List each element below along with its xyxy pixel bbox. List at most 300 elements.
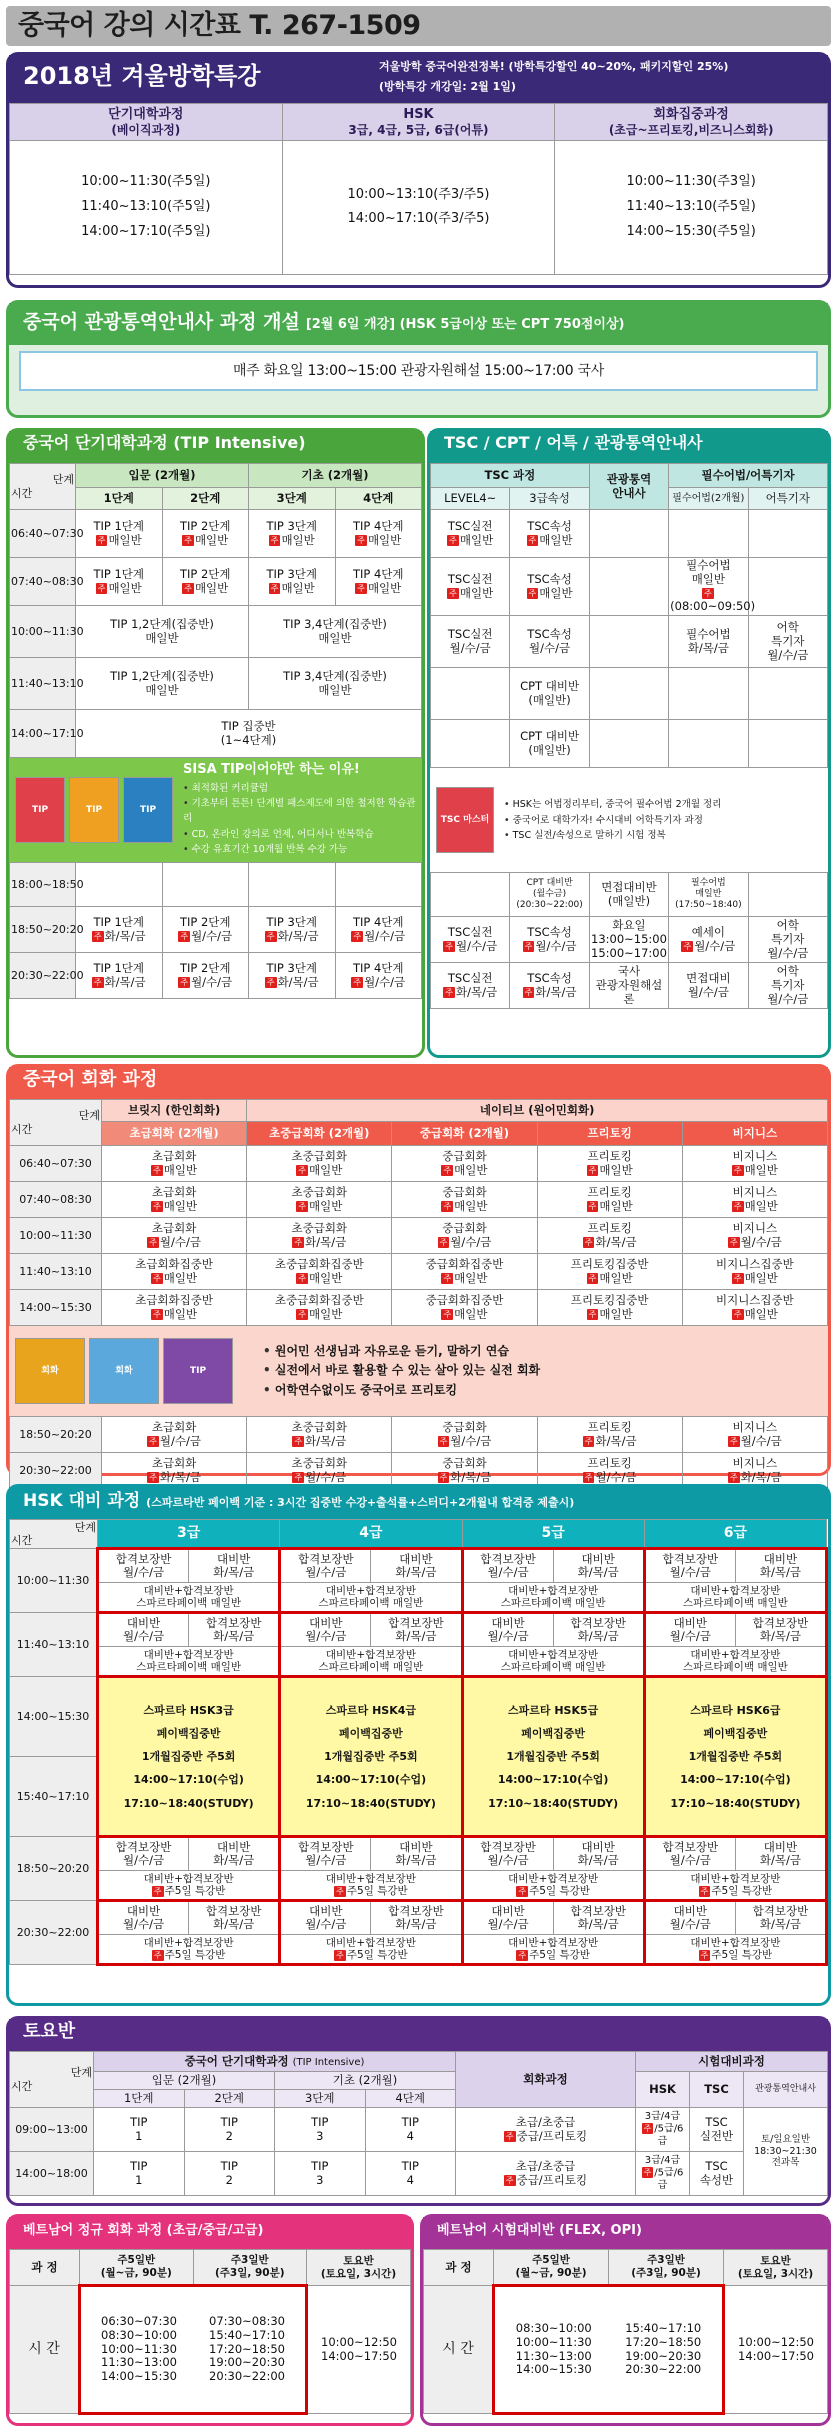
tip-cell: TIP 1단계 주 매일반 [76, 558, 163, 606]
promo-item: • 기초부터 튼튼! 단계별 패스제도에 의한 철저한 학습관리 [183, 796, 416, 826]
winter-times: 10:00~11:30(주5일) 11:40~13:10(주5일) 14:00~17:10(주5일) [10, 140, 283, 274]
week-badge: 주 [700, 1950, 709, 1960]
talk-cell: 중급회화 주 매일반 [392, 1146, 537, 1182]
tour-title: 중국어 관광통역안내사 과정 개설 [23, 311, 300, 333]
winter-note2: (방학특강 개강일: 2월 1일) [379, 80, 516, 93]
tip-promo-list [183, 781, 416, 857]
hsk-cell: 대비반 월/수/금 [280, 1901, 371, 1935]
week-badge: 주 [524, 987, 533, 997]
hsk-cell: 대비반 월/수/금 [644, 1901, 735, 1935]
tsc-cell: TSC실전 월/수/금 [431, 616, 510, 668]
hsk-cell: 대비반 월/수/금 [98, 1901, 189, 1935]
hsk-cell: 합격보장반 월/수/금 [98, 1837, 189, 1871]
week-badge: 주 [449, 535, 457, 545]
hsk-cell: 대비반+합격보장반 주 주5일 특강반 [462, 1935, 644, 1965]
talk-header: 중국어 회화 과정 [9, 1067, 828, 1099]
time-label: 11:40~13:10 [10, 658, 76, 710]
tsc-cell: CPT 대비반 (월수금) (20:30~22:00) [510, 873, 589, 917]
week-badge: 주 [294, 1237, 303, 1247]
week-badge: 주 [449, 588, 457, 598]
hsk-cell: 대비반+합격보장반 스파르타페이백 매일반 [462, 1583, 644, 1613]
must-head: 필수어법/어특기자 [669, 464, 828, 488]
week-badge: 주 [97, 535, 106, 545]
hsk-cell: 대비반 화/목/금 [735, 1549, 826, 1583]
tip-step-head: 3단계 [249, 488, 336, 510]
tsc-cell: 국사 관광자원해설론 [589, 963, 668, 1009]
hsk-cell: 대비반 화/목/금 [189, 1837, 280, 1871]
week-badge: 주 [357, 583, 365, 593]
tip-section [6, 428, 425, 1058]
vn-sat-times: 10:00~12:50 14:00~17:50 [724, 2286, 828, 2414]
week-badge: 주 [445, 987, 454, 997]
time-label: 18:00~18:50 [10, 863, 76, 907]
week-badge: 주 [643, 2124, 652, 2134]
week-badge: 주 [683, 941, 692, 951]
page-title: 중국어 강의 시간표 T. 267-1509 [6, 6, 831, 46]
week-badge: 주 [528, 535, 537, 545]
sat-exam-head: 시험대비과정 [636, 2052, 828, 2072]
tip-step-head: 2단계 [162, 488, 249, 510]
vn-time: 06:30~07:30 [101, 2314, 177, 2328]
hsk-cell: 대비반 화/목/금 [735, 1837, 826, 1871]
hsk-cell: 대비반+합격보장반 주 주5일 특강반 [644, 1871, 826, 1901]
vn-time: 15:40~17:10 [625, 2320, 702, 2335]
hsk-level-head: 5급 [462, 1520, 644, 1549]
hsk-cell: 대비반+합격보장반 주 주5일 특강반 [462, 1871, 644, 1901]
tip-cell: TIP 3단계 주 화/목/금 [249, 953, 336, 999]
sat-header: 토요반 [9, 2019, 828, 2051]
week-badge: 주 [518, 1950, 527, 1960]
talk-cell: 비지니스집중반 주 매일반 [682, 1290, 827, 1326]
sat-tip-cell: TIP 3 [275, 2152, 366, 2196]
week-badge: 주 [180, 931, 189, 941]
hsk-cell: 합격보장반 화/목/금 [189, 1901, 280, 1935]
vn1-section [6, 2214, 414, 2426]
promo-item: • 중국어로 대학가자! 수시대비 어학특기자 과정 [504, 813, 721, 828]
vn2-header: 베트남어 시험대비반 (FLEX, OPI) [423, 2217, 828, 2249]
vn2-section [420, 2214, 831, 2426]
talk-cell: 초급회화집중반 주 매일반 [102, 1290, 247, 1326]
vn-time: 08:30~10:00 [515, 2320, 592, 2335]
tip-table [9, 463, 422, 758]
winter-col-head: 단기대학과정 (베이직과정) [10, 104, 283, 141]
tsc-promo-list [504, 797, 721, 843]
tip-cell: TIP 3단계 주 매일반 [249, 510, 336, 558]
hsk-cell: 대비반+합격보장반 스파르타페이백 매일반 [280, 1647, 462, 1677]
hsk-cell: 대비반 화/목/금 [189, 1549, 280, 1583]
winter-times: 10:00~13:10(주3/주5) 14:00~17:10(주3/주5) [282, 140, 555, 274]
week-badge: 주 [700, 1886, 709, 1896]
week-badge: 주 [184, 583, 192, 593]
time-label: 06:40~07:30 [10, 1146, 102, 1182]
week-badge: 주 [266, 977, 275, 987]
hsk-cell: 대비반+합격보장반 주 주5일 특강반 [98, 1935, 280, 1965]
week-badge: 주 [336, 1886, 344, 1896]
vn-time-head: 시 간 [424, 2286, 494, 2414]
hsk-cell: 대비반+합격보장반 스파르타페이백 매일반 [280, 1583, 462, 1613]
talk-cell: 초급회화집중반 주 매일반 [102, 1254, 247, 1290]
tsc-cell: TSC실전 주 월/수/금 [431, 917, 510, 963]
sat-tsc-cell: TSC 속성반 [690, 2152, 744, 2196]
talk-cell: 비지니스 주 월/수/금 [682, 1218, 827, 1254]
hsk-cell: 합격보장반 화/목/금 [735, 1613, 826, 1647]
talk-books [15, 1338, 233, 1404]
time-label: 10:00~11:30 [10, 606, 76, 658]
tour-body: 매주 화요일 13:00~15:00 관광자원해설 15:00~17:00 국사 [19, 351, 818, 391]
vn-time: 14:00~15:30 [515, 2362, 592, 2377]
hsk-cell: 합격보장반 화/목/금 [735, 1901, 826, 1935]
time-label: 20:30~22:00 [10, 1453, 102, 1489]
time-label: 18:50~20:20 [10, 1417, 102, 1453]
talk-table-bottom [9, 1416, 828, 1489]
vn2-table [423, 2249, 828, 2415]
vn-weekday-times [80, 2286, 307, 2414]
hsk-cell: 합격보장반 화/목/금 [371, 1613, 462, 1647]
tsc-subhead: 필수어법(2개월) [669, 488, 748, 510]
sparta-cell: 스파르타 HSK3급 페이백집중반 1개월집중반 주5회 14:00~17:10(수업) 17:10~18:40(STUDY) [98, 1677, 280, 1837]
vn-time: 15:40~17:10 [209, 2327, 285, 2342]
tour-section [6, 300, 831, 418]
sat-tsc-cell: TSC 실전반 [690, 2108, 744, 2152]
tsc-cell: 필수어법 화/목/금 [669, 616, 748, 668]
hsk-cell: 대비반 화/목/금 [371, 1549, 462, 1583]
week-badge: 주 [439, 1237, 448, 1247]
vn-time: 19:00~20:30 [209, 2355, 285, 2370]
hsk-cell: 합격보장반 월/수/금 [462, 1549, 553, 1583]
talk-cell: 프리토킹 주 월/수/금 [537, 1453, 682, 1489]
tip-books [15, 777, 173, 843]
time-label: 18:50~20:20 [10, 907, 76, 953]
vn-col-head: 토요반 (토요일, 3시간) [307, 2250, 411, 2286]
week-badge: 주 [153, 1886, 162, 1896]
hsk-cell: 대비반+합격보장반 스파르타페이백 매일반 [462, 1647, 644, 1677]
sat-tip-cell: TIP 1 [94, 2108, 185, 2152]
hsk-sub: (스파르타반 페이백 기준 : 3시간 집중반 수강+출석률+스터디+2개월내 합격증 제출시) [146, 1496, 575, 1509]
tsc-header: TSC / CPT / 어특 / 관광통역안내사 [430, 431, 828, 463]
empty-cell [669, 510, 748, 558]
talk-promo [9, 1326, 828, 1416]
time-label: 14:00~17:10 [10, 710, 76, 758]
time-label: 14:00~15:30 [10, 1290, 102, 1326]
week-badge: 주 [729, 1436, 738, 1446]
tsc-cell: 화요일 13:00~15:00 15:00~17:00 [589, 917, 668, 963]
talk-cell: 초중급회화집중반 주 매일반 [247, 1254, 392, 1290]
time-label: 11:40~13:10 [10, 1254, 102, 1290]
tip-cell: TIP 집중반 (1~4단계) [76, 710, 422, 758]
talk-table [9, 1099, 828, 1326]
vn-time: 20:30~22:00 [209, 2369, 285, 2384]
week-badge: 주 [733, 1273, 742, 1283]
week-badge: 주 [353, 931, 362, 941]
talk-cell: 중급회화 주 월/수/금 [392, 1218, 537, 1254]
talk-cell: 초급회화 주 매일반 [102, 1146, 247, 1182]
tsc-cell: 필수어법 매일반 (17:50~18:40) [669, 873, 748, 917]
sat-step-head: 4단계 [365, 2090, 456, 2108]
talk-cell: 비지니스 주 월/수/금 [682, 1417, 827, 1453]
talk-col-head: 비지니스 [682, 1122, 827, 1146]
talk-cell: 프리토킹 주 매일반 [537, 1146, 682, 1182]
vn-col-head: 주5일반 (월~금, 90분) [80, 2250, 194, 2286]
hsk-cell: 대비반+합격보장반 스파르타페이백 매일반 [98, 1647, 280, 1677]
vn-time: 14:00~15:30 [101, 2369, 177, 2384]
hsk-cell: 대비반 월/수/금 [462, 1901, 553, 1935]
hsk-corner: 단계 시간 [11, 1521, 96, 1548]
talk-cell: 중급회화 주 화/목/금 [392, 1453, 537, 1489]
sat-hsk-cell: 3급/4급 주 /5급/6급 [636, 2152, 690, 2196]
tsc-cell: 어학 특기자 월/수/금 [748, 963, 827, 1009]
tip-cell: TIP 4단계 주 월/수/금 [335, 907, 422, 953]
talk-col-head: 초중급회화 (2개월) [247, 1122, 392, 1146]
talk-cell: 프리토킹 주 매일반 [537, 1182, 682, 1218]
hsk-title: HSK 대비 과정 [23, 1491, 141, 1511]
time-label: 06:40~07:30 [10, 510, 76, 558]
week-badge: 주 [149, 1436, 157, 1446]
tip-cell: TIP 3,4단계(집중반) 매일반 [249, 658, 422, 710]
talk-cell: 초급회화 주 매일반 [102, 1182, 247, 1218]
promo-item: • 원어민 선생님과 자유로운 듣기, 말하기 연습 [263, 1342, 540, 1361]
vn-col-head: 토요반 (토요일, 3시간) [724, 2250, 828, 2286]
time-label: 11:40~13:10 [10, 1613, 98, 1677]
time-label: 10:00~11:30 [10, 1218, 102, 1254]
promo-item: • HSK는 어법정리부터, 중국어 필수어법 2개월 정리 [504, 797, 721, 812]
vn-course-head: 과 정 [424, 2250, 494, 2286]
week-badge: 주 [643, 2168, 652, 2178]
week-badge: 주 [270, 535, 279, 545]
sat-tsc-head: TSC [690, 2072, 744, 2108]
tour-head: 관광통역 안내사 [589, 464, 668, 510]
week-badge: 주 [149, 1237, 157, 1247]
hsk-cell: 합격보장반 월/수/금 [280, 1549, 371, 1583]
hsk-level-head: 3급 [98, 1520, 280, 1549]
talk-cell: 프리토킹 주 화/목/금 [537, 1218, 682, 1254]
vn-time: 19:00~20:30 [625, 2348, 702, 2363]
tip-cell: TIP 1단계 주 화/목/금 [76, 953, 163, 999]
time-label: 14:00~18:00 [10, 2152, 94, 2196]
week-badge: 주 [149, 1472, 157, 1482]
vn-col-head: 주3일반 (주3일, 90분) [609, 2250, 724, 2286]
week-badge: 주 [518, 1886, 527, 1896]
empty-cell [589, 510, 668, 558]
vn-time: 07:30~08:30 [209, 2314, 285, 2328]
hsk-cell: 합격보장반 화/목/금 [189, 1613, 280, 1647]
talk-cell: 초중급회화 주 월/수/금 [247, 1453, 392, 1489]
winter-col-head: 회화집중과정 (초급~프리토킹,비즈니스회화) [555, 104, 828, 141]
hsk-cell: 대비반 월/수/금 [280, 1613, 371, 1647]
talk-col-head: 프리토킹 [537, 1122, 682, 1146]
book-image: 회화 [89, 1338, 159, 1404]
talk-cell: 프리토킹집중반 주 매일반 [537, 1254, 682, 1290]
tip-basic-head: 기초 (2개월) [249, 464, 422, 488]
week-badge: 주 [266, 931, 275, 941]
week-badge: 주 [505, 2131, 514, 2141]
vn1-header: 베트남어 정규 회화 과정 (초급/중급/고급) [9, 2217, 411, 2249]
tip-cell: TIP 4단계 주 매일반 [335, 558, 422, 606]
talk-corner: 단계 시간 [10, 1100, 102, 1146]
hsk-header [9, 1487, 828, 1519]
tour-header [9, 303, 828, 345]
tip-cell: TIP 1단계 주 화/목/금 [76, 907, 163, 953]
tsc-cell: CPT 대비반 (매일반) [510, 668, 589, 720]
book-image: TIP [163, 1338, 233, 1404]
sat-tip-head: 중국어 단기대학과정 (TIP Intensive) [94, 2052, 456, 2072]
tsc-cell: TSC속성 주 월/수/금 [510, 917, 589, 963]
winter-note1: 겨울방학 중국어완전정복! (방학특강할인 40~20%, 패키지할인 25%) [379, 60, 729, 73]
vn-time: 17:20~18:50 [209, 2341, 285, 2356]
tip-step-head: 4단계 [335, 488, 422, 510]
winter-col-head: HSK 3급, 4급, 5급, 6급(어튜) [282, 104, 555, 141]
sat-talk-cell: 초급/초중급 주 중급/프리토킹 [456, 2108, 636, 2152]
talk-cell: 비지니스집중반 주 매일반 [682, 1254, 827, 1290]
week-badge: 주 [443, 1201, 452, 1211]
book-image: 회화 [15, 1338, 85, 1404]
talk-cell: 초중급회화 주 화/목/금 [247, 1417, 392, 1453]
vn-time: 08:30~10:00 [101, 2327, 177, 2342]
tsc-cell: 면접대비 월/수/금 [669, 963, 748, 1009]
sat-tip-cell: TIP 4 [365, 2108, 456, 2152]
time-label: 18:50~20:20 [10, 1837, 98, 1901]
talk-cell: 중급회화 주 매일반 [392, 1182, 537, 1218]
hsk-cell: 합격보장반 월/수/금 [644, 1549, 735, 1583]
sat-tip-cell: TIP 1 [94, 2152, 185, 2196]
tsc-subhead: 어특기자 [748, 488, 827, 510]
empty-cell [748, 558, 827, 616]
tsc-head: TSC 과정 [431, 464, 590, 488]
week-badge: 주 [524, 941, 533, 951]
tip-cell: TIP 3단계 주 화/목/금 [249, 907, 336, 953]
sparta-cell: 스파르타 HSK5급 페이백집중반 1개월집중반 주5회 14:00~17:10(수업) 17:10~18:40(STUDY) [462, 1677, 644, 1837]
sat-tip-cell: TIP 2 [184, 2152, 275, 2196]
tip-step-head: 1단계 [76, 488, 163, 510]
winter-header [9, 55, 828, 103]
talk-group-head: 브릿지 (한인회화) [102, 1100, 247, 1122]
hsk-section [6, 1484, 831, 2006]
talk-cell: 중급회화집중반 주 매일반 [392, 1290, 537, 1326]
week-badge: 주 [153, 1273, 161, 1283]
sat-table [9, 2051, 828, 2196]
tour-sub: [2월 6일 개강] (HSK 5급이상 또는 CPT 750점이상) [305, 317, 625, 332]
book-image: TSC 마스터 [436, 787, 494, 853]
week-badge: 주 [153, 1165, 161, 1175]
sat-tour-head: 관광통역안내사 [744, 2072, 828, 2108]
week-badge: 주 [443, 1165, 452, 1175]
hsk-cell: 대비반+합격보장반 스파르타페이백 매일반 [98, 1583, 280, 1613]
week-badge: 주 [270, 583, 279, 593]
tsc-cell: TSC속성 월/수/금 [510, 616, 589, 668]
week-badge: 주 [180, 977, 189, 987]
week-badge: 주 [729, 1237, 738, 1247]
tip-cell: TIP 3,4단계(집중반) 매일반 [249, 606, 422, 658]
book-image: TIP [15, 777, 65, 843]
time-label: 09:00~13:00 [10, 2108, 94, 2152]
tsc-cell: TSC실전 주 매일반 [431, 558, 510, 616]
time-label: 20:30~22:00 [10, 1901, 98, 1965]
winter-times: 10:00~11:30(주3일) 11:40~13:10(주5일) 14:00~15:30(주5일) [555, 140, 828, 274]
time-label: 20:30~22:00 [10, 953, 76, 999]
week-badge: 주 [97, 583, 106, 593]
promo-item: • 수강 유효기간 10개월 반복 수강 가능 [183, 842, 416, 857]
sat-step-head: 2단계 [184, 2090, 275, 2108]
hsk-cell: 합격보장반 월/수/금 [644, 1837, 735, 1871]
tsc-cell: TSC실전 주 화/목/금 [431, 963, 510, 1009]
book-image: TIP [69, 777, 119, 843]
week-badge: 주 [357, 535, 365, 545]
talk-promo-list [263, 1342, 540, 1400]
week-badge: 주 [298, 1309, 306, 1319]
sat-talk-cell: 초급/초중급 주 중급/프리토킹 [456, 2152, 636, 2196]
winter-section [6, 52, 831, 288]
hsk-cell: 대비반+합격보장반 주 주5일 특강반 [98, 1871, 280, 1901]
time-label: 15:40~17:10 [10, 1757, 98, 1837]
week-badge: 주 [733, 1309, 742, 1319]
promo-item: • 어학연수없이도 중국어로 프리토킹 [263, 1381, 540, 1400]
tip-cell: TIP 1,2단계(집중반) 매일반 [76, 606, 249, 658]
hsk-cell: 합격보장반 월/수/금 [462, 1837, 553, 1871]
tsc-cell: 면접대비반 (매일반) [589, 873, 668, 917]
empty-cell [589, 558, 668, 616]
week-badge: 주 [298, 1201, 306, 1211]
hsk-cell: 대비반 월/수/금 [462, 1613, 553, 1647]
promo-item: • 실전에서 바로 활용할 수 있는 살아 있는 실전 회화 [263, 1361, 540, 1380]
talk-cell: 비지니스 주 매일반 [682, 1182, 827, 1218]
week-badge: 주 [443, 1309, 452, 1319]
empty-cell [748, 510, 827, 558]
promo-item: • TSC 실전/속성으로 말하기 시험 정복 [504, 828, 721, 843]
sat-corner: 단계 시간 [10, 2052, 94, 2108]
hsk-cell: 대비반+합격보장반 주 주5일 특강반 [280, 1871, 462, 1901]
tip-cell: TIP 1단계 주 매일반 [76, 510, 163, 558]
sat-intro-head: 입문 (2개월) [94, 2072, 275, 2090]
week-badge: 주 [298, 1273, 306, 1283]
vn-time: 10:00~11:30 [515, 2334, 592, 2349]
tsc-cell: TSC속성 주 매일반 [510, 558, 589, 616]
week-badge: 주 [505, 2175, 514, 2185]
tsc-table-bottom [430, 872, 828, 1009]
tip-corner: 단계 시간 [10, 464, 76, 510]
week-badge: 주 [729, 1472, 738, 1482]
tip-cell: TIP 2단계 주 월/수/금 [162, 907, 249, 953]
hsk-level-head: 4급 [280, 1520, 462, 1549]
hsk-cell: 대비반+합격보장반 스파르타페이백 매일반 [644, 1583, 826, 1613]
week-badge: 주 [93, 977, 102, 987]
sat-tour-cell: 토/일요일반 18:30~21:30 전과목 [744, 2108, 828, 2196]
week-badge: 주 [704, 588, 712, 598]
week-badge: 주 [445, 941, 454, 951]
tsc-cell: 필수어법 매일반 주(08:00~09:50) [669, 558, 748, 616]
talk-cell: 초중급회화집중반 주 매일반 [247, 1290, 392, 1326]
hsk-cell: 합격보장반 화/목/금 [553, 1613, 644, 1647]
promo-item: • CD, 온라인 강의로 언제, 어디서나 반복학습 [183, 827, 416, 842]
vn-time: 10:00~11:30 [101, 2341, 177, 2356]
empty-cell [589, 616, 668, 668]
sat-hsk-cell: 3급/4급 주 /5급/6급 [636, 2108, 690, 2152]
week-badge: 주 [353, 977, 362, 987]
vn-time: 17:20~18:50 [625, 2334, 702, 2349]
talk-cell: 초급회화 주 화/목/금 [102, 1453, 247, 1489]
week-badge: 주 [439, 1436, 448, 1446]
tsc-cell: TSC실전 주 매일반 [431, 510, 510, 558]
book-image: TIP [123, 777, 173, 843]
hsk-cell: 합격보장반 월/수/금 [98, 1549, 189, 1583]
talk-col-head: 중급회화 (2개월) [392, 1122, 537, 1146]
sat-step-head: 3단계 [275, 2090, 366, 2108]
talk-section [6, 1064, 831, 1484]
talk-cell: 초급회화 주 월/수/금 [102, 1417, 247, 1453]
week-badge: 주 [443, 1273, 452, 1283]
time-label: 10:00~11:30 [10, 1549, 98, 1613]
vn-time-head: 시 간 [10, 2286, 80, 2414]
talk-col-head: 초급회화 (2개월) [102, 1122, 247, 1146]
tip-cell: TIP 2단계 주 매일반 [162, 510, 249, 558]
